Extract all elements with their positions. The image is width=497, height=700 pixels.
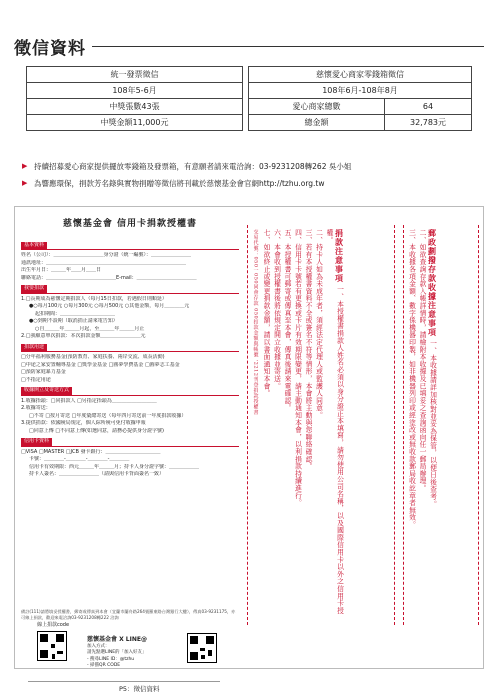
- section-basic-header: 基本資料: [21, 242, 47, 250]
- card-type-option[interactable]: □VISA □MASTER □JCB 發卡銀行：＿＿＿＿＿＿＿＿＿＿＿: [21, 448, 161, 455]
- donate-no-end[interactable]: ●○到期不設期（取消捐止請來電告知）: [29, 318, 118, 324]
- triangle-bullet-icon: ▶: [22, 162, 28, 170]
- triangle-bullet-icon: ▶: [22, 179, 28, 187]
- line-title: 慈懷基金會 X LINE@: [87, 636, 147, 643]
- card-signature-field[interactable]: 持卡人簽名：＿＿＿＿＿＿＿＿（請與信用卡背面簽名一致）: [29, 471, 165, 477]
- donate-period-range[interactable]: ○自＿＿＿年＿＿＿月起，至＿＿＿年＿＿＿月止: [35, 325, 145, 332]
- note-item: ▶ 為響應環保，捐款芳名錄與實物捐贈等徵信將刊載於慈懷基金會官網http://tzhu.org.tw: [22, 175, 482, 192]
- credit-notice-column: 捐款注意事項 一、本授權書捐款人姓名必須以身分證正本填寫，請勿使用公司名稱，以及國際信用卡以外之信用卡授權。 二、持卡人如為未成年者，須經法定代理人或監護人同意。 三、若有本授權書資料不全或簽名不符等情形，本會將主動與您聯絡確認。 四、信用卡卡號若有更換或卡片有效期限變更，請主動通知本會，以利捐款持續進行。 五、本授權書可郵寄或傳真至本會，傳真後請來電確認。 六、本會收到授權書後將依規定開立收據並寄送。 七、如欲終止或變更捐款金額，請以書面通知本會。 交易代號：050一050同會存款 050扣款金額與帳號 '2212刊登捐款授權書: [247, 225, 395, 625]
- page-footer: P5：徵信資料: [119, 685, 160, 693]
- donate-option-monthly[interactable]: 1.□長期成為慈懷定期捐款人（每月15日扣款，若遇假日則順延）: [21, 295, 167, 302]
- donate-monthly-amount[interactable]: ●○每月100元 ○每月300元 ○每月500元 ○其他金額，每月＿＿＿＿元: [29, 303, 190, 309]
- donate-option-single[interactable]: 2.□我願意單次捐款：本次捐款金額＿＿＿＿＿＿＿＿元: [21, 333, 146, 339]
- form-field-address[interactable]: 通訊地址：＿＿＿＿＿＿＿＿＿＿＿＿＿＿＿＿＿＿＿＿＿＿＿＿＿＿＿＿: [21, 259, 187, 266]
- donation-panel: [14, 206, 484, 669]
- section-card-header: 信用卡資料: [21, 438, 52, 446]
- receipt-tax-note: 3.提供捐款：依國稅局規定，個人綜所稅可免付收據申報: [21, 420, 146, 426]
- page-title: 徵信資料: [14, 39, 86, 59]
- stats-right-header: 慈懷愛心商家零錢箱徵信: [249, 67, 472, 83]
- receipt-upload-option[interactable]: □同意上傳 □不同意上傳(如選同意，請務必提供身分證字號): [29, 427, 164, 434]
- line-info: 慈懷基金會 X LINE@ 加入方式： 請先點選LINE的「加入好友」 - 搜尋LINE ID：@tzhu - 掃描QR CODE: [87, 636, 147, 668]
- online-donate-qr-icon[interactable]: [37, 631, 67, 661]
- section-receipt-header: 收據開立及寄送方式: [21, 387, 72, 395]
- form-field-birthday[interactable]: 出生年月日：＿＿＿年＿＿月＿＿日: [21, 267, 102, 273]
- notes: [22, 158, 482, 192]
- purpose-option[interactable]: □中途之家安置輔導基金 □獎學金基金 □圓夢學費基金 □圓夢志工基金: [21, 361, 180, 368]
- stats-left-period: 108年5-6月: [27, 83, 243, 99]
- form-field-phone-email[interactable]: 聯絡電話：＿＿＿＿＿＿＿＿＿＿＿＿＿＿E-mail：＿＿＿＿＿＿＿＿＿＿＿＿: [21, 274, 197, 281]
- receipt-send-option[interactable]: □不寄 □按月寄送 □年度彙總寄送（每年四月寄送前一年度捐款收據）: [29, 412, 187, 419]
- line-qr-icon[interactable]: [187, 633, 217, 663]
- receipt-title-option[interactable]: 1.收據抬頭：□同捐款人 □另指定抬頭為＿＿＿＿＿＿＿＿＿: [21, 397, 157, 404]
- stats-left-amount: 中獎金額11,000元: [27, 115, 243, 131]
- donate-start-period[interactable]: 起扣期間：＿＿＿＿＿＿＿＿＿＿＿: [35, 310, 116, 317]
- stats-left-count: 中獎張數43張: [27, 99, 243, 115]
- online-donate-qr-label: 線上捐款code: [37, 622, 70, 628]
- stats-right-value-amount: 32,783元: [385, 115, 472, 131]
- postal-notice-column: 郵政劃撥存款收據注意事項 一、本收據請詳加核對並妥為保管，以便日後查考。 二、如欲查詢存款入帳詳情時，請檢附本收據及已填妥之查詢函向任一郵局辦理。 三、本收據各項金額、數字係機器印製，如非機器列印或經塗改或無收款郵局收訖章者無效。: [403, 225, 479, 625]
- purpose-option[interactable]: □分年福利服務基金(預防教育、家庭扶養、兩岸交流、成長活動): [21, 354, 165, 360]
- purpose-option[interactable]: □預防家庭暴力基金: [21, 369, 66, 375]
- title-rule: [92, 46, 484, 47]
- stats-left-header: 統一發票徵信: [27, 67, 243, 83]
- receipt-send-label: 2.收據寄送：: [21, 405, 51, 411]
- credit-notice-heading: 捐款注意事項: [334, 229, 345, 283]
- section-purpose-header: 捐款用途: [21, 344, 47, 352]
- stats-table: [26, 66, 472, 131]
- form-title: 慈懷基金會 信用卡捐款授權書: [62, 219, 198, 229]
- postal-notice-heading: 郵政劃撥存款收據注意事項: [427, 229, 438, 337]
- credit-card-authorization-form: [21, 213, 239, 608]
- stats-right-value-count: 64: [385, 99, 472, 115]
- form-field-name[interactable]: 姓名（公司）：＿＿＿＿＿＿＿＿＿＿身分證（統一編號）：＿＿＿＿＿＿＿＿: [21, 252, 192, 258]
- card-expiry-field[interactable]: 信用卡有效期限：西元＿＿＿年＿＿＿月；持卡人身分證字號：＿＿＿＿＿＿: [29, 463, 200, 470]
- note-item: ▶ 持續招募愛心商家提供擺放零錢箱及發票箱，有意願者請來電洽詢：03-9231208轉262 吳小姐: [22, 158, 482, 175]
- section-donate-header: 我要捐款: [21, 285, 47, 293]
- stats-right-label-count: 愛心商家總數: [249, 99, 385, 115]
- purpose-option[interactable]: □不指定用途: [21, 376, 51, 383]
- stats-right-period: 108年6月-108年8月: [249, 83, 472, 99]
- form-footer-note: 備註(111)請將填妥授權書，郵寄或傳真到本會（宜蘭市蘭舟路264號羅東路台灣銀行大樓），傳真03-9231175，亦可線上捐款，歡迎來電洽詢03-9231208轉222 洽詢: [21, 609, 236, 620]
- stats-right-label-amount: 總金額: [249, 115, 385, 131]
- card-number-field[interactable]: 卡號：＿＿＿＿-＿＿＿＿-＿＿＿＿-＿＿＿＿: [29, 456, 130, 462]
